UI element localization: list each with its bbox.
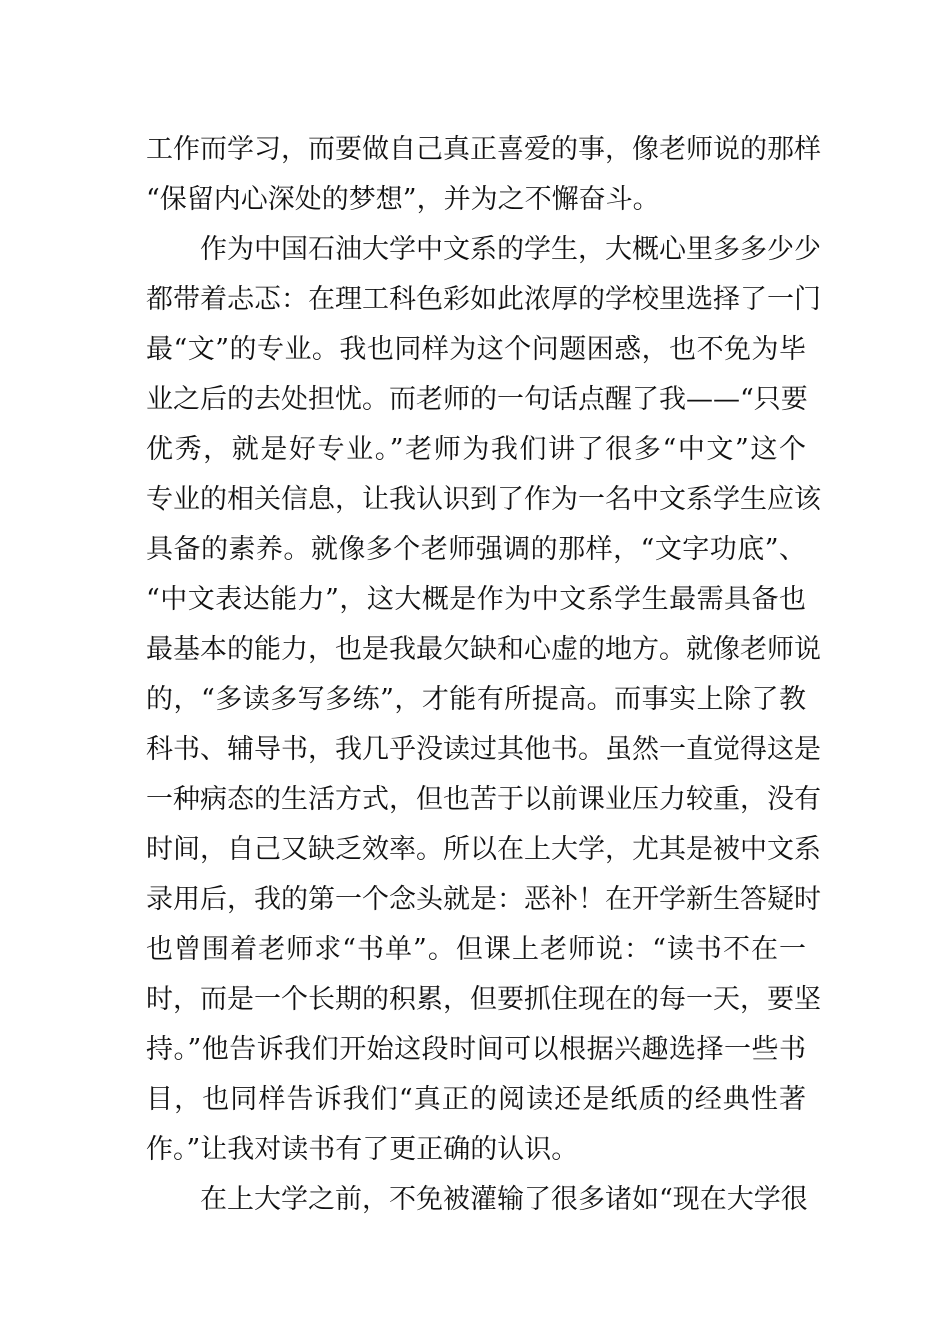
text-line: 业之后的去处担忧。而老师的一句话点醒了我——“只要 bbox=[146, 384, 808, 415]
text-line: 最基本的能力，也是我最欠缺和心虚的地方。就像老师说 bbox=[146, 634, 821, 665]
text-line: 最“文”的专业。我也同样为这个问题困惑，也不免为毕 bbox=[146, 334, 806, 365]
text-line: 具备的素养。就像多个老师强调的那样，“文字功底”、 bbox=[146, 534, 806, 565]
text-line: 时，而是一个长期的积累，但要抓住现在的每一天，要坚 bbox=[146, 984, 821, 1015]
text-line: 一种病态的生活方式，但也苦于以前课业压力较重，没有 bbox=[146, 784, 821, 815]
text-line: 的，“多读多写多练”，才能有所提高。而事实上除了教 bbox=[146, 684, 806, 715]
text-line: 录用后，我的第一个念头就是：恶补！在开学新生答疑时 bbox=[146, 884, 821, 915]
text-line: 也曾围着老师求“书单”。但课上老师说：“读书不在一 bbox=[146, 934, 806, 965]
text-line: 时间，自己又缺乏效率。所以在上大学，尤其是被中文系 bbox=[146, 834, 821, 865]
text-line: 持。”他告诉我们开始这段时间可以根据兴趣选择一些书 bbox=[146, 1034, 806, 1065]
text-line: “保留内心深处的梦想”，并为之不懈奋斗。 bbox=[146, 184, 660, 215]
text-line: 都带着忐忑：在理工科色彩如此浓厚的学校里选择了一门 bbox=[146, 284, 821, 315]
text-line: 目，也同样告诉我们“真正的阅读还是纸质的经典性著 bbox=[146, 1084, 806, 1115]
paragraph-first-line: 在上大学之前，不免被灌输了很多诸如“现在大学很 bbox=[200, 1184, 808, 1215]
text-line: “中文表达能力”，这大概是作为中文系学生最需具备也 bbox=[146, 584, 806, 615]
text-line: 作。”让我对读书有了更正确的认识。 bbox=[146, 1134, 579, 1165]
text-line: 工作而学习，而要做自己真正喜爱的事，像老师说的那样 bbox=[146, 134, 821, 165]
text-line: 优秀，就是好专业。”老师为我们讲了很多“中文”这个 bbox=[146, 434, 806, 465]
paragraph-first-line: 作为中国石油大学中文系的学生，大概心里多多少少 bbox=[200, 234, 821, 265]
text-line: 科书、辅导书，我几乎没读过其他书。虽然一直觉得这是 bbox=[146, 734, 821, 765]
text-line: 专业的相关信息，让我认识到了作为一名中文系学生应该 bbox=[146, 484, 821, 515]
